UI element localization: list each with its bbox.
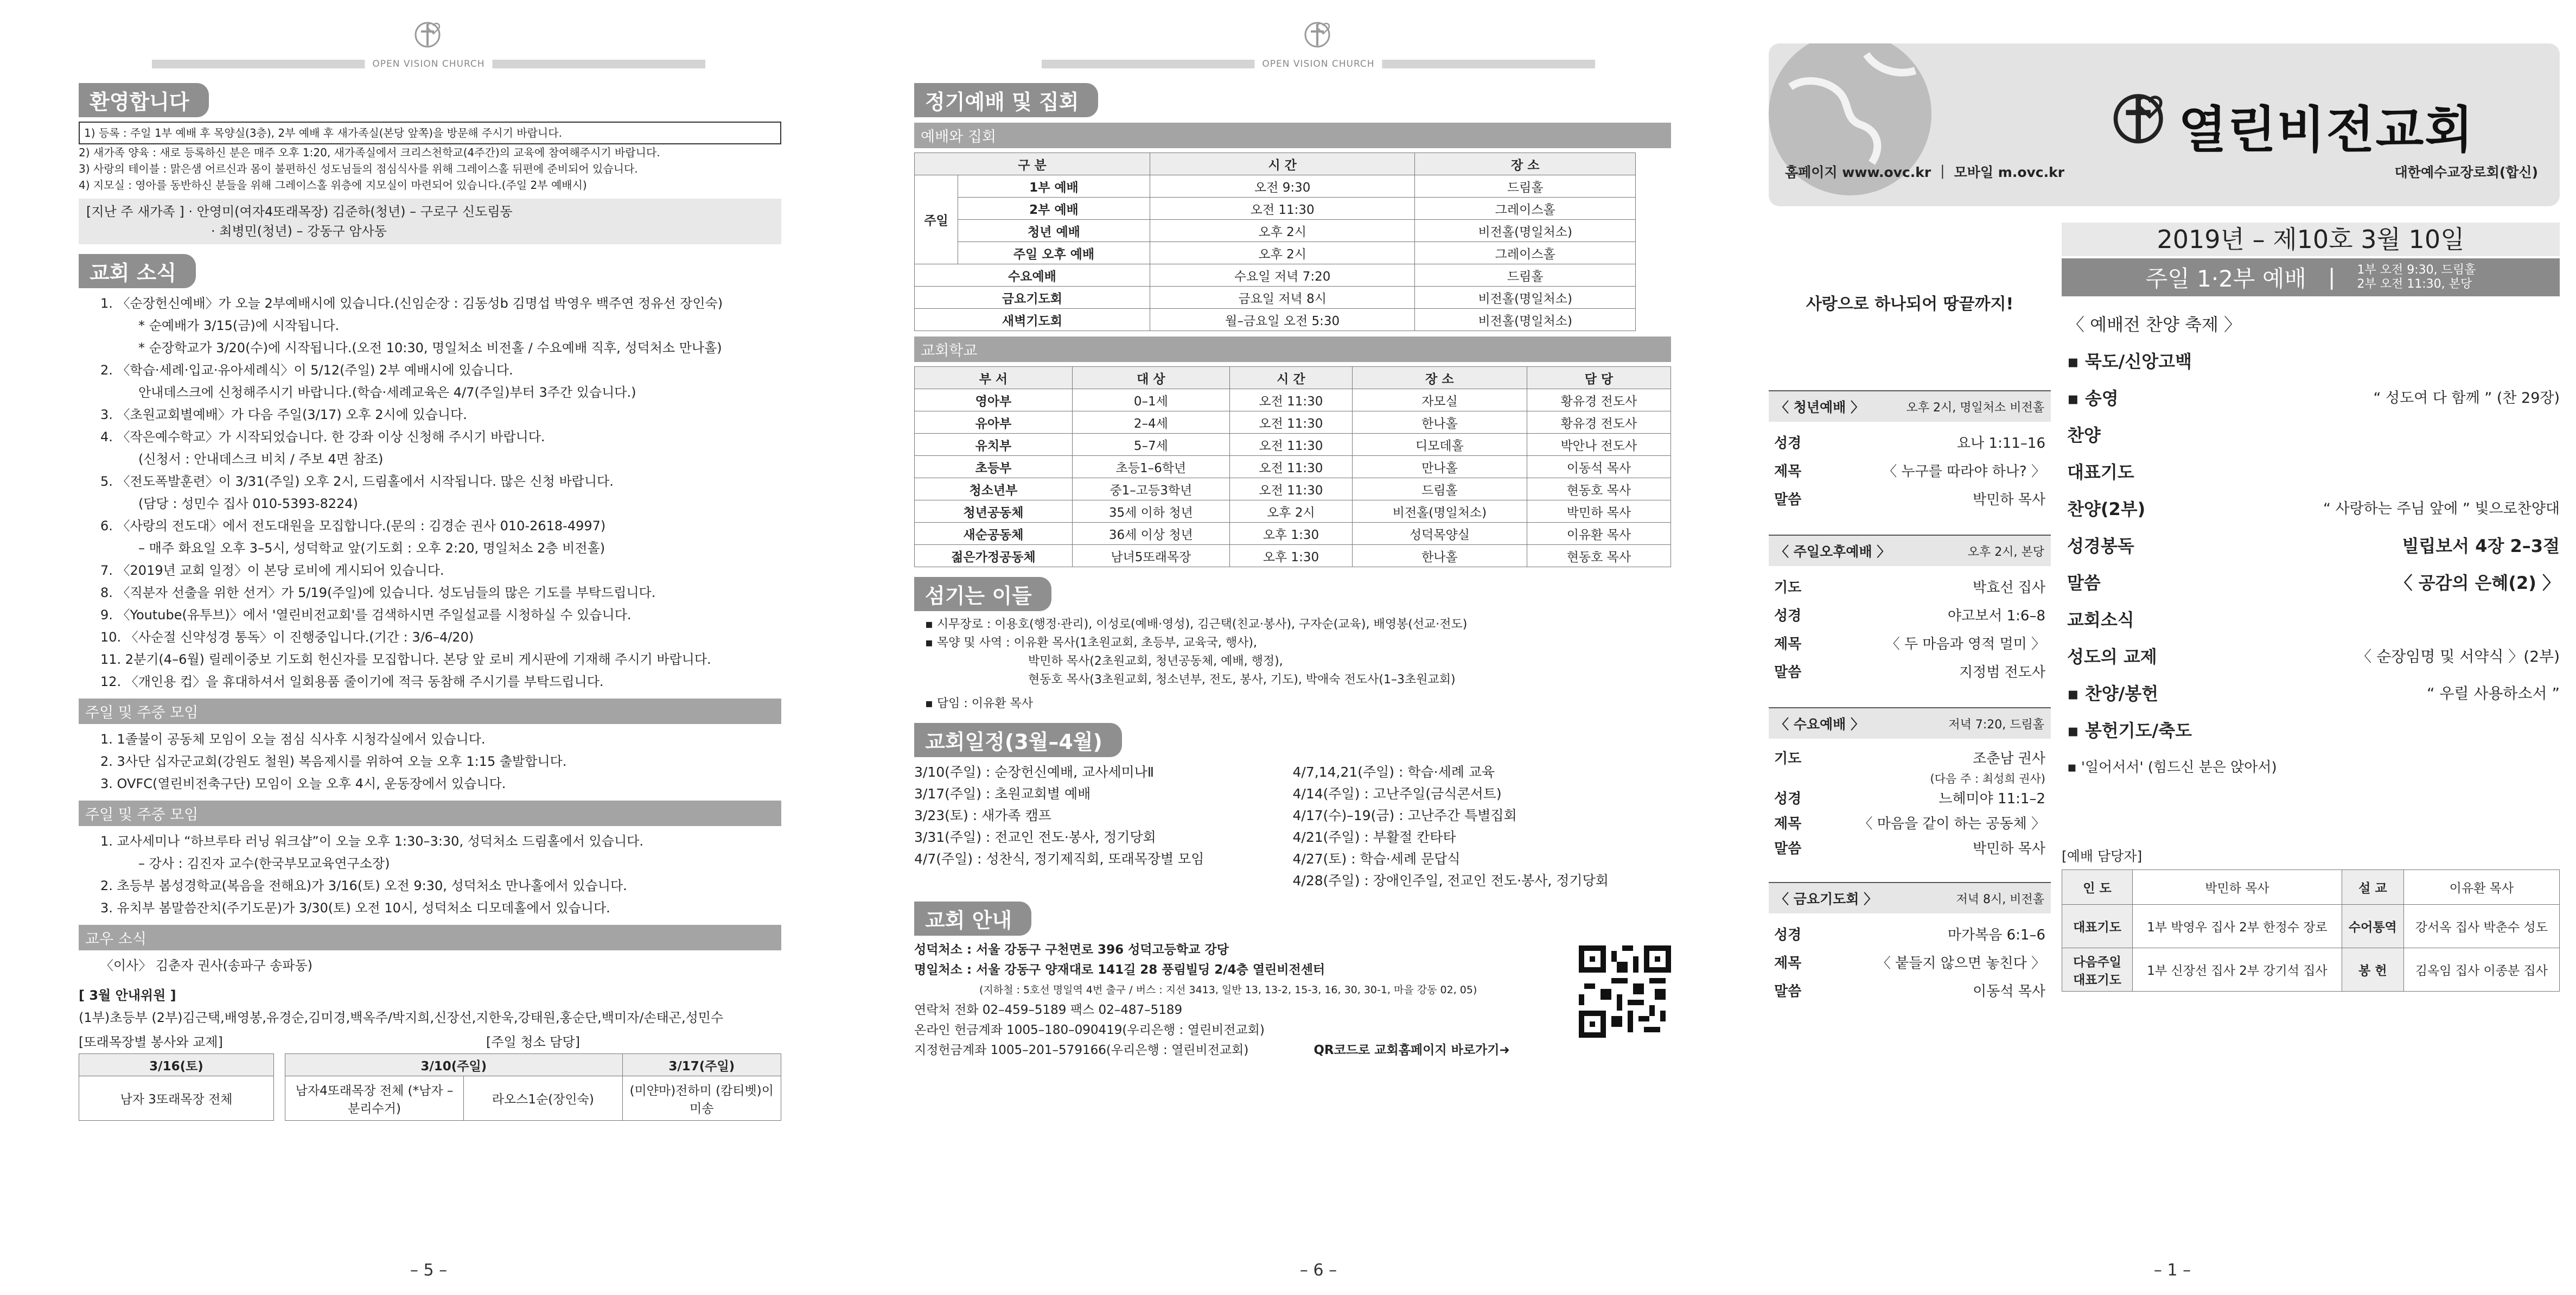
guide-list: (1부)초등부 (2부)김근택,배영봉,유경순,김미경,백옥주/박지희,신장선,지한욱,강태원,홍순단,백미자/손태곤,성민수 <box>79 1010 724 1025</box>
th: 시 간 <box>1150 153 1415 175</box>
service-title: 〈 수요예배 〉 <box>1775 716 1865 732</box>
order-item: 찬양 <box>2067 425 2101 446</box>
service-title: 주일 1·2부 예배 <box>2145 265 2306 292</box>
duty-value: 박민하 목사 <box>2133 870 2342 905</box>
value: 〈 두 마음과 영적 멀미 〉 <box>1885 636 2045 652</box>
label: 성경 <box>1774 927 1802 943</box>
news-item: * 순예배가 3/15(금)에 시작됩니다. <box>138 318 340 333</box>
calendar-item: 4/17(수)–19(금) : 고난주간 특별집회 <box>1292 808 1517 823</box>
serve-title: [또래목장별 봉사와 교제] <box>79 1034 223 1050</box>
worship-time: 수요일 저녁 7:20 <box>1150 264 1415 287</box>
section-title-calendar: 교회일정(3월–4월) <box>914 723 1122 757</box>
clean-cell: 라오스1순(장인숙) <box>464 1076 623 1121</box>
guide-title: [ 3월 안내위원 ] <box>79 988 176 1003</box>
school-staff: 이동석 목사 <box>1527 456 1670 478</box>
motto: 사랑으로 하나되어 땅끝까지! <box>1806 295 2014 314</box>
news-item: 1. 〈순장헌신예배〉가 오늘 2부예배시에 있습니다.(신임순장 : 김동성b 김명섭 박영우 백주연 정유선 장인숙) <box>100 296 723 311</box>
value: 마가복음 6:1–6 <box>1947 927 2045 943</box>
service-time: 오후 2시, 명일처소 비전홀 <box>1906 401 2044 415</box>
order-detail: 〈 순장임명 및 서약식 〉(2부) <box>2356 648 2560 665</box>
school-dept: 유아부 <box>915 411 1073 434</box>
youth-header <box>1769 390 2051 422</box>
duty-value: 1부 신장선 집사 2부 강기석 집사 <box>2133 948 2342 992</box>
school-table <box>914 366 1671 567</box>
duty-value: 1부 박영우 집사 2부 한정수 장로 <box>2133 905 2342 948</box>
info-line: 성덕처소 : 서울 강동구 구천면로 396 성덕고등학교 강당 <box>914 943 1229 957</box>
school-time: 오전 11:30 <box>1229 389 1352 411</box>
school-staff: 현동호 목사 <box>1527 478 1670 500</box>
worship-group: 주일 <box>915 175 958 264</box>
duty-label: 수어통역 <box>2342 905 2403 948</box>
school-time: 오전 11:30 <box>1229 456 1352 478</box>
server-line: ▪ 담임 : 이유환 목사 <box>925 697 1034 710</box>
duty-table <box>2062 869 2560 992</box>
label: 말씀 <box>1774 841 1802 857</box>
duty-label: 인 도 <box>2062 870 2133 905</box>
school-dept: 초등부 <box>915 456 1073 478</box>
news-item: 5. 〈전도폭발훈련〉이 3/31(주일) 오후 2시, 드림홀에서 시작됩니다. 많은 신청 바랍니다. <box>100 474 614 489</box>
value: 야고보서 1:6–8 <box>1947 608 2045 624</box>
order-detail: 〈 공감의 은혜(2) 〉 <box>2395 573 2560 593</box>
friday-header <box>1769 882 2051 913</box>
school-time: 오전 11:30 <box>1229 411 1352 434</box>
news-item: 12. 〈개인용 컵〉을 휴대하셔서 일회용품 줄이기에 적극 동참해 주시기를 부탁드립니다. <box>100 674 604 689</box>
th: 대 상 <box>1072 367 1229 389</box>
qr-code-icon[interactable] <box>1579 945 1671 1038</box>
value: 조춘남 권사 <box>1973 751 2045 767</box>
server-line: 박민하 목사(2초원교회, 청년공동체, 예배, 행정), <box>1028 655 1283 668</box>
th: 장 소 <box>1352 367 1527 389</box>
value: 〈 붙들지 않으면 놓친다 〉 <box>1876 955 2045 972</box>
calendar-item: 4/7,14,21(주일) : 학습·세례 교육 <box>1292 764 1495 780</box>
news-item: 안내데스크에 신청해주시기 바랍니다.(학습·세례교육은 4/7(주일)부터 3주간 있습니다.) <box>138 385 636 400</box>
label: 제목 <box>1774 816 1802 832</box>
page-number: – 6 – <box>1299 1261 1337 1280</box>
worship-name: 수요예배 <box>915 264 1150 287</box>
label: 제목 <box>1774 636 1802 652</box>
worship-name: 2부 예배 <box>958 198 1150 220</box>
value: 〈 마음을 같이 하는 공동체 〉 <box>1858 816 2045 832</box>
church-logo-icon <box>2110 87 2170 147</box>
calendar-item: 4/27(토) : 학습·세례 문답식 <box>1292 851 1461 867</box>
meeting-item: – 강사 : 김진자 교수(한국부모교육연구소장) <box>138 856 390 871</box>
label: 성경 <box>1774 435 1802 452</box>
school-place: 한나홀 <box>1352 411 1527 434</box>
section-title-news: 교회 소식 <box>79 254 196 288</box>
school-dept: 청소년부 <box>915 478 1073 500</box>
church-logo-icon <box>1303 18 1334 49</box>
qr-label[interactable]: QR코드로 교회홈페이지 바로가기➜ <box>1313 1043 1510 1057</box>
new-family-box <box>79 199 781 244</box>
clean-date: 3/17(주일) <box>622 1054 781 1076</box>
school-dept: 영아부 <box>915 389 1073 411</box>
news-item: 11. 2분기(4–6월) 릴레이중보 기도회 헌신자를 모집합니다. 본당 앞 로비 게시판에 기재해 주시기 바랍니다. <box>100 652 711 667</box>
info-line: 연락처 전화 02–459–5189 팩스 02–487–5189 <box>914 1003 1183 1017</box>
value: 박민하 목사 <box>1973 492 2045 508</box>
order-item: 대표기도 <box>2067 462 2134 483</box>
calendar-item: 3/31(주일) : 전교인 전도·봉사, 정기당회 <box>914 829 1156 845</box>
order-item: 성경봉독 <box>2067 536 2134 556</box>
server-line: ▪ 시무장로 : 이용호(행정·관리), 이성로(예배·영성), 김근택(친교·봉사), 구자순(교육), 배영봉(선교·전도) <box>925 618 1468 631</box>
news-item: 8. 〈직분자 선출을 위한 선거〉가 5/19(주일)에 있습니다. 성도님들의 많은 기도를 부탁드립니다. <box>100 585 656 600</box>
meeting-item: 1. 교사세미나 “하브루타 러닝 워크샵”이 오늘 오후 1:30–3:30, 성덕처소 드림홀에서 있습니다. <box>100 834 643 849</box>
value: 요나 1:11–16 <box>1957 435 2045 452</box>
label: 기도 <box>1774 751 1802 767</box>
calendar-item: 4/7(주일) : 성찬식, 정기제직회, 또래목장별 모임 <box>914 851 1204 867</box>
school-staff: 이유환 목사 <box>1527 523 1670 545</box>
order-detail: “ 성도여 다 함께 ” (찬 29장) <box>2373 390 2560 407</box>
th: 장 소 <box>1415 153 1636 175</box>
school-target: 0–1세 <box>1072 389 1229 411</box>
school-staff: 박민하 목사 <box>1527 500 1670 523</box>
label: 기도 <box>1774 580 1802 596</box>
wednesday-header <box>1769 707 2051 739</box>
label: 말씀 <box>1774 492 1802 508</box>
order-of-service <box>2062 296 2560 786</box>
new-family-line: · 최병민(청년) – 강동구 암사동 <box>211 224 387 239</box>
duty-value: 이유환 목사 <box>2403 870 2559 905</box>
school-time: 오후 1:30 <box>1229 545 1352 567</box>
worship-place: 드림홀 <box>1415 175 1636 198</box>
news-item: 7. 〈2019년 교회 일정〉이 본당 로비에 게시되어 있습니다. <box>100 563 444 578</box>
calendar-item: 4/21(주일) : 부활절 칸타타 <box>1292 829 1456 845</box>
school-time: 오후 2시 <box>1229 500 1352 523</box>
left-column <box>1769 223 2051 1013</box>
label: 말씀 <box>1774 664 1802 681</box>
welcome-line: 3) 사랑의 테이블 : 맑은샘 어르신과 몸이 불편하신 성도님들의 점심식사를 위해 그레이스홀 뒤편에 준비되어 있습니다. <box>79 162 638 175</box>
label: 제목 <box>1774 955 1802 972</box>
bulletin-page-5 <box>0 0 857 1295</box>
school-time: 오전 11:30 <box>1229 434 1352 456</box>
school-place: 비전홀(명일처소) <box>1352 500 1527 523</box>
school-place: 디모데홀 <box>1352 434 1527 456</box>
serve-date: 3/16(토) <box>79 1054 274 1076</box>
news-item: 10. 〈사순절 신약성경 통독〉이 진행중입니다.(기간 : 3/6–4/20) <box>100 630 474 645</box>
welcome-line: 4) 지모실 : 영아를 동반하신 분들을 위해 그레이스홀 위층에 지모실이 마련되어 있습니다.(주일 2부 예배시) <box>79 179 587 192</box>
calendar-item: 3/23(토) : 새가족 캠프 <box>914 808 1051 823</box>
news-item: 3. 〈초원교회별예배〉가 다음 주일(3/17) 오후 2시에 있습니다. <box>100 407 467 422</box>
order-item: 〈 예배전 찬양 축제 〉 <box>2067 314 2242 335</box>
news-item: – 매주 화요일 오후 3–5시, 성덕학교 앞(기도회 : 오후 2:20, 명일처소 2층 비전홀) <box>138 541 605 556</box>
order-item: ▪ 묵도/신앙고백 <box>2067 351 2192 372</box>
clean-date: 3/10(주일) <box>285 1054 623 1076</box>
news-item: * 순장학교가 3/20(수)에 시작됩니다.(오전 10:30, 명일처소 비전홀 / 수요예배 직후, 성덕처소 만나홀) <box>138 340 722 356</box>
page-header <box>890 0 1747 73</box>
new-family-line: [지난 주 새가족 ] · 안영미(여자4또래목장) 김준하(청년) – 구로구 신도림동 <box>86 204 513 219</box>
school-dept: 젊은가정공동체 <box>915 545 1073 567</box>
value: 지정범 전도사 <box>1959 664 2045 681</box>
worship-place: 그레이스홀 <box>1415 242 1636 264</box>
church-name-en: OPEN VISION CHURCH <box>1254 59 1382 69</box>
value: 〈 누구를 따라야 하나? 〉 <box>1883 464 2045 480</box>
news-item: 2. 〈학습·세례·입교·유아세례식〉이 5/12(주일) 2부 예배시에 있습니다. <box>100 363 513 378</box>
service-time: 저녁 7:20, 드림홀 <box>1948 718 2044 732</box>
order-item: ▪ 찬양/봉헌 <box>2067 683 2159 704</box>
worship-place: 비전홀(명일처소) <box>1415 220 1636 242</box>
school-dept: 유치부 <box>915 434 1073 456</box>
news-item: (신청서 : 안내데스크 비치 / 주보 4면 참조) <box>138 452 384 467</box>
calendar-item: 3/17(주일) : 초원교회별 예배 <box>914 786 1091 802</box>
school-target: 중1–고등3학년 <box>1072 478 1229 500</box>
th: 구 분 <box>915 153 1150 175</box>
school-place: 한나홀 <box>1352 545 1527 567</box>
clean-table <box>285 1053 781 1121</box>
worship-place: 비전홀(명일처소) <box>1415 287 1636 309</box>
news-item: (담당 : 성민수 집사 010-5393-8224) <box>138 496 358 511</box>
website-info[interactable]: 홈페이지 www.ovc.kr ｜ 모바일 m.ovc.kr <box>1785 164 2065 180</box>
meeting-item: 2. 초등부 봄성경학교(복음을 전해요)가 3/16(토) 오전 9:30, 성덕처소 만나홀에서 있습니다. <box>100 878 627 893</box>
info-line: 온라인 헌금계좌 1005–180–090419(우리은행 : 열린비전교회) <box>914 1023 1265 1037</box>
duty-label: 다음주일 대표기도 <box>2062 948 2133 992</box>
worship-time: 금요일 저녁 8시 <box>1150 287 1415 309</box>
section-title-welcome: 환영합니다 <box>79 83 209 117</box>
worship-place: 비전홀(명일처소) <box>1415 309 1636 331</box>
duty-title: [예배 담당자] <box>2062 848 2143 864</box>
calendar <box>914 761 1671 892</box>
label: 제목 <box>1774 464 1802 480</box>
member-news: 〈이사〉 김춘자 권사(송파구 송파동) <box>100 958 313 973</box>
info-line: 명일처소 : 서울 강동구 양재대로 141길 28 풍림빌딩 2/4층 열린비전센터 <box>914 963 1325 977</box>
service-time: 저녁 8시, 비전홀 <box>1956 892 2044 906</box>
news-item: 6. 〈사랑의 전도대〉에서 전도대원을 모집합니다.(문의 : 김경순 권사 010-2618-4997) <box>100 518 606 534</box>
duty-label: 봉 헌 <box>2342 948 2403 992</box>
order-item: ▪ '일어서서' (힘드신 분은 앉아서) <box>2067 759 2277 776</box>
duty-value: 강서옥 집사 박춘수 성도 <box>2403 905 2559 948</box>
info-line: (지하철 : 5호선 명일역 4번 출구 / 버스 : 지선 3413, 일반 13, 13-2, 15-3, 16, 30, 30-1, 마을 강동 02, 05) <box>979 984 1477 996</box>
subsection-title-meetings: 주일 및 주중 모임 <box>79 801 781 826</box>
globe-icon <box>1769 43 1942 206</box>
order-detail: “ 우릴 사용하소서 ” <box>2426 684 2560 702</box>
info-line: 지정헌금계좌 1005–201–579166(우리은행 : 열린비전교회) <box>914 1043 1249 1057</box>
denomination: 대한예수교장로회(합신) <box>2394 164 2538 180</box>
news-item: 9. 〈Youtube(유투브)〉에서 '열린비전교회'를 검색하시면 주일설교를 시청하실 수 있습니다. <box>100 607 632 623</box>
service-time: 1부 오전 9:30, 드림홀 <box>2357 263 2476 277</box>
page-header <box>0 0 857 73</box>
school-staff: 황유경 전도사 <box>1527 389 1670 411</box>
school-staff: 황유경 전도사 <box>1527 411 1670 434</box>
worship-time: 오후 2시 <box>1150 242 1415 264</box>
calendar-item: 3/10(주일) : 순장헌신예배, 교사세미나Ⅱ <box>914 764 1155 780</box>
value: (다음 주 : 최성희 권사) <box>1930 772 2045 785</box>
section-title-worship: 정기예배 및 집회 <box>914 83 1098 117</box>
worship-name: 주일 오후 예배 <box>958 242 1150 264</box>
clean-cell: (미얀마)전하미 (캄티벳)이미송 <box>622 1076 781 1121</box>
subsection-title-worship: 예배와 집회 <box>914 123 1671 148</box>
meeting-item: 2. 3사단 십자군교회(강원도 철원) 복음제시를 위하여 오늘 오후 1:15 출발합니다. <box>100 754 567 769</box>
duty-label: 설 교 <box>2342 870 2403 905</box>
clean-title: [주일 청소 담당] <box>486 1034 581 1050</box>
duty-value: 김옥임 집사 이종분 집사 <box>2403 948 2559 992</box>
worship-name: 금요기도회 <box>915 287 1150 309</box>
page-number: – 1 – <box>2153 1261 2191 1280</box>
welcome-registration: 1) 등록 : 주일 1부 예배 후 목양실(3층), 2부 예배 후 새가족실(본당 앞쪽)을 방문해 주시기 바랍니다. <box>79 122 781 144</box>
order-item: ▪ 송영 <box>2067 388 2119 409</box>
school-place: 만나홀 <box>1352 456 1527 478</box>
welcome-line: 2) 새가족 양육 : 새로 등록하신 분은 매주 오후 1:20, 새가족실에서 크리스천학교(4주간)의 교육에 참여해주시기 바랍니다. <box>79 146 660 159</box>
news-item: 4. 〈작은예수학교〉가 시작되었습니다. 한 강좌 이상 신청해 주시기 바랍니다. <box>100 429 545 445</box>
th: 담 당 <box>1527 367 1670 389</box>
label: 말씀 <box>1774 983 1802 1000</box>
calendar-item: 4/28(주일) : 장애인주일, 전교인 전도·봉사, 정기당회 <box>1292 873 1609 888</box>
label: 성경 <box>1774 791 1802 807</box>
worship-place: 그레이스홀 <box>1415 198 1636 220</box>
school-staff: 현동호 목사 <box>1527 545 1670 567</box>
service-title: 〈 주일오후예배 〉 <box>1775 544 1891 560</box>
subsection-title-meetings: 주일 및 주중 모임 <box>79 699 781 724</box>
order-detail: “ 사랑하는 주님 앞에 ” 빛으로찬양대 <box>2323 500 2560 517</box>
subsection-title-school: 교회학교 <box>914 337 1671 362</box>
meeting-item: 3. 유치부 봄말씀잔치(주기도문)가 3/30(토) 오전 10시, 성덕처소 디모데홀에서 있습니다. <box>100 900 610 916</box>
service-time: 2부 오전 11:30, 본당 <box>2357 277 2472 291</box>
value: 이동석 목사 <box>1973 983 2045 1000</box>
cover-banner <box>1769 43 2560 206</box>
serve-table <box>79 1053 274 1121</box>
school-time: 오후 1:30 <box>1229 523 1352 545</box>
school-staff: 박안나 전도사 <box>1527 434 1670 456</box>
service-title: 〈 금요기도회 〉 <box>1775 891 1878 907</box>
school-target: 초등1–6학년 <box>1072 456 1229 478</box>
service-title: 〈 청년예배 〉 <box>1775 399 1865 415</box>
value: 느헤미야 11:1–2 <box>1939 791 2045 807</box>
subsection-title-members: 교우 소식 <box>79 925 781 950</box>
worship-time: 월–금요일 오전 5:30 <box>1150 309 1415 331</box>
school-place: 성덕목양실 <box>1352 523 1527 545</box>
value: 박효선 집사 <box>1973 580 2045 596</box>
duty-label: 대표기도 <box>2062 905 2133 948</box>
school-target: 36세 이상 청년 <box>1072 523 1229 545</box>
school-time: 오전 11:30 <box>1229 478 1352 500</box>
bulletin-page-6 <box>890 0 1747 1295</box>
th: 시 간 <box>1229 367 1352 389</box>
server-line: ▪ 목양 및 사역 : 이유환 목사(1초원교회, 초등부, 교육국, 행사), <box>925 636 1257 650</box>
order-item: 말씀 <box>2067 573 2101 593</box>
server-line: 현동호 목사(3초원교회, 청소년부, 전도, 봉사, 기도), 박애숙 전도사(1–3초원교회) <box>1028 673 1456 687</box>
school-place: 자모실 <box>1352 389 1527 411</box>
school-target: 2–4세 <box>1072 411 1229 434</box>
church-logo-icon <box>413 18 444 49</box>
order-item: 성도의 교제 <box>2067 646 2157 667</box>
church-name: 열린비전교회 <box>2178 101 2475 159</box>
order-item: 찬양(2부) <box>2067 499 2146 519</box>
value: 박민하 목사 <box>1973 841 2045 857</box>
clean-cell: 남자4또래목장 전체 (*남자 – 분리수거) <box>285 1076 464 1121</box>
section-title-servers: 섬기는 이들 <box>914 577 1051 611</box>
label: 성경 <box>1774 608 1802 624</box>
bulletin-page-1 <box>1769 0 2576 1295</box>
worship-table <box>914 153 1636 331</box>
school-target: 5–7세 <box>1072 434 1229 456</box>
school-place: 드림홀 <box>1352 478 1527 500</box>
service-banner: 주일 1·2부 예배 | 1부 오전 9:30, 드림홀 2부 오전 11:30, 본당 <box>2062 258 2560 296</box>
meeting-item: 1. 1졸불이 공동체 모임이 오늘 점심 식사후 시청각실에서 있습니다. <box>100 732 486 747</box>
school-target: 남녀5또래목장 <box>1072 545 1229 567</box>
serve-value: 남자 3또래목장 전체 <box>79 1076 274 1121</box>
order-detail: 빌립보서 4장 2–3절 <box>2402 536 2560 556</box>
school-target: 35세 이하 청년 <box>1072 500 1229 523</box>
afternoon-header <box>1769 535 2051 566</box>
meeting-item: 3. OVFC(열린비전축구단) 모임이 오늘 오후 4시, 운동장에서 있습니다. <box>100 776 506 791</box>
service-time: 오후 2시, 본당 <box>1967 545 2044 559</box>
school-dept: 청년공동체 <box>915 500 1073 523</box>
worship-time: 오후 2시 <box>1150 220 1415 242</box>
worship-name: 청년 예배 <box>958 220 1150 242</box>
th: 부 서 <box>915 367 1073 389</box>
worship-name: 1부 예배 <box>958 175 1150 198</box>
order-item: ▪ 봉헌기도/축도 <box>2067 720 2192 741</box>
church-name-en: OPEN VISION CHURCH <box>365 59 492 69</box>
worship-name: 새벽기도회 <box>915 309 1150 331</box>
school-dept: 새순공동체 <box>915 523 1073 545</box>
worship-place: 드림홀 <box>1415 264 1636 287</box>
worship-time: 오전 9:30 <box>1150 175 1415 198</box>
order-item: 교회소식 <box>2067 610 2134 630</box>
calendar-item: 4/14(주일) : 고난주일(금식콘서트) <box>1292 786 1502 802</box>
worship-time: 오전 11:30 <box>1150 198 1415 220</box>
issue-date: 2019년 – 제10호 3월 10일 <box>2062 223 2560 256</box>
news-list <box>79 293 781 693</box>
page-number: – 5 – <box>410 1261 448 1280</box>
section-title-info: 교회 안내 <box>914 902 1031 936</box>
right-column <box>2062 223 2560 992</box>
